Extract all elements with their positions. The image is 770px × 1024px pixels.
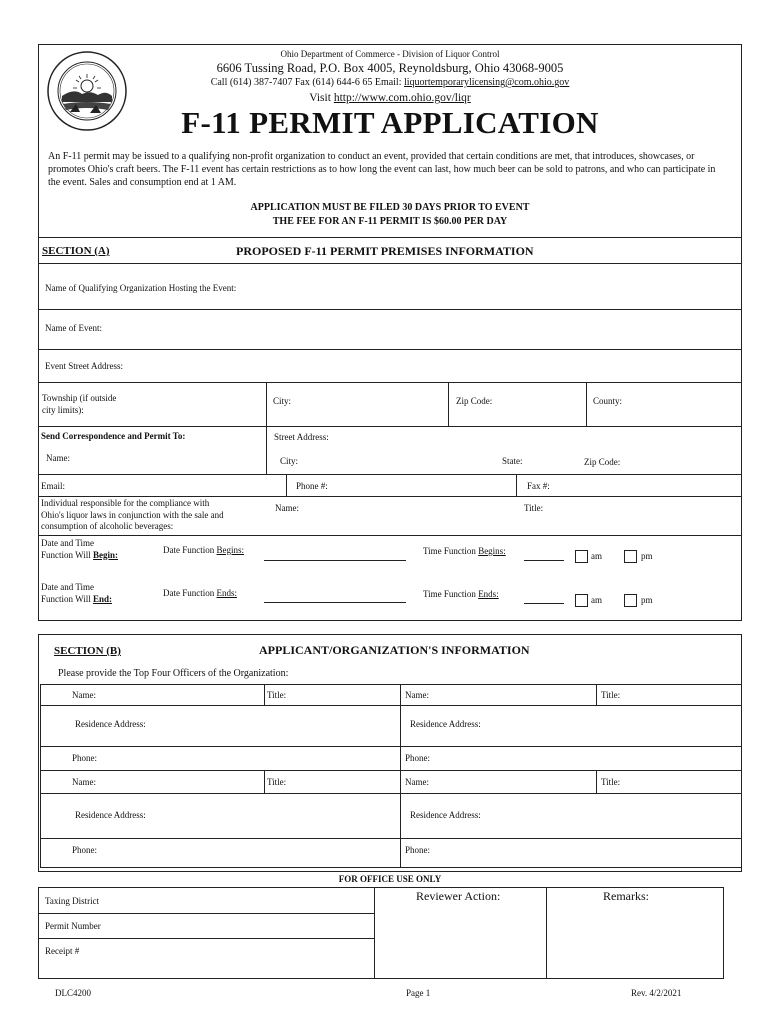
contact-text: Call (614) 387-7407 Fax (614) 644-6 65 Email: (210, 77, 404, 88)
send-correspondence-label: Send Correspondence and Permit To: (41, 431, 186, 441)
end-am-checkbox[interactable] (575, 594, 588, 607)
date-ends-label (163, 588, 237, 598)
department-line: Ohio Department of Commerce - Division of Liquor Control (280, 49, 500, 59)
officer-2-phone[interactable]: Phone: (405, 753, 431, 763)
officer-4-title[interactable]: Title: (601, 777, 621, 787)
taxing-district-field[interactable]: Taxing District (45, 896, 100, 906)
intro-paragraph: An F-11 permit may be issued to a qualifying non-profit organization to conduct an event, provided that certain conditions are met, that introduces, showcases, or promotes Ohio's craft beers. The F-11 event has certain restrictions as to how long the event can last, how much beer can be sold to patrons, and who can participate in the event. Sales and consumption end at 1 AM. (48, 151, 716, 188)
township-line-2: city limits): (42, 405, 84, 415)
section-a-label: SECTION (A) (42, 245, 110, 257)
begin-am-checkbox[interactable] (575, 550, 588, 563)
event-address-field[interactable]: Event Street Address: (45, 361, 123, 371)
begin-emphasis: Begin: (92, 549, 118, 560)
begin-pm-label: pm (641, 551, 653, 561)
responsible-name-field[interactable]: Name: (275, 503, 299, 513)
org-name-field[interactable]: Name of Qualifying Organization Hosting the Event: (45, 283, 237, 293)
officer-1-phone[interactable]: Phone: (72, 753, 98, 763)
ohio-seal-icon (46, 50, 128, 132)
street-address-field[interactable]: Street Address: (274, 432, 329, 442)
time-ends-label (423, 589, 499, 599)
begin-line-1: Date and Time (41, 538, 94, 548)
responsible-line-1: Individual responsible for the compliance with (41, 498, 210, 508)
website-link[interactable]: http://www.com.ohio.gov/liqr (333, 92, 471, 104)
receipt-field[interactable]: Receipt # (45, 946, 80, 956)
correspondence-city-field[interactable]: City: (280, 456, 299, 466)
township-label[interactable] (42, 392, 116, 416)
begin-label (41, 538, 118, 561)
correspondence-state-field[interactable]: State: (502, 456, 523, 466)
date-ends-emphasis: Ends: (216, 588, 238, 598)
filing-notice: APPLICATION MUST BE FILED 30 DAYS PRIOR TO EVENT (250, 202, 530, 213)
section-a-title: PROPOSED F-11 PERMIT PREMISES INFORMATION (236, 244, 534, 258)
responsible-individual-label (41, 498, 224, 533)
end-am-label: am (591, 595, 602, 605)
date-ends-input[interactable] (264, 602, 406, 603)
time-begins-emphasis: Begins: (478, 546, 506, 556)
officer-4-name[interactable]: Name: (405, 777, 429, 787)
officer-2-residence[interactable]: Residence Address: (410, 719, 481, 729)
page-number: Page 1 (406, 988, 431, 998)
section-b-title: APPLICANT/ORGANIZATION'S INFORMATION (259, 643, 530, 657)
revision-date: Rev. 4/2/2021 (631, 988, 682, 998)
date-begins-emphasis: Begins: (216, 545, 245, 555)
section-a-box (38, 237, 742, 621)
visit-text: Visit (309, 92, 334, 104)
office-use-heading: FOR OFFICE USE ONLY (338, 874, 442, 884)
contact-line (130, 77, 650, 88)
end-label (41, 581, 112, 605)
county-field[interactable]: County: (593, 396, 623, 406)
begin-line-2: Function Will (41, 549, 93, 560)
officer-3-name[interactable]: Name: (72, 777, 96, 787)
begin-am-label: am (591, 551, 602, 561)
officer-4-phone[interactable]: Phone: (405, 845, 431, 855)
fee-notice: THE FEE FOR AN F-11 PERMIT IS $60.00 PER DAY (272, 216, 508, 227)
responsible-line-3: consumption of alcoholic beverages: (41, 521, 174, 531)
responsible-title-field[interactable]: Title: (524, 503, 544, 513)
divider (38, 263, 742, 264)
time-begins-label (423, 546, 506, 556)
phone-field[interactable]: Phone #: (296, 481, 328, 491)
end-line-2: Function Will (41, 594, 93, 604)
section-b-instructions: Please provide the Top Four Officers of the Organization: (58, 668, 289, 679)
time-ends-input[interactable] (524, 603, 564, 604)
officer-1-name[interactable]: Name: (72, 690, 96, 700)
correspondence-name-field[interactable]: Name: (46, 453, 70, 463)
email-link[interactable]: liquortemporarylicensing@com.ohio.gov (404, 77, 570, 88)
event-name-field[interactable]: Name of Event: (45, 323, 102, 333)
time-begins-input[interactable] (524, 560, 564, 561)
email-field[interactable]: Email: (41, 481, 65, 491)
officer-3-title[interactable]: Title: (267, 777, 287, 787)
officer-4-residence[interactable]: Residence Address: (410, 810, 481, 820)
begin-pm-checkbox[interactable] (624, 550, 637, 563)
correspondence-zip-field[interactable]: Zip Code: (584, 457, 621, 467)
permit-number-field[interactable]: Permit Number (45, 921, 101, 931)
responsible-line-2: Ohio's liquor laws in conjunction with the sale and (41, 509, 224, 520)
officer-1-residence[interactable]: Residence Address: (75, 719, 146, 729)
end-pm-label: pm (641, 595, 653, 605)
page-title: F-11 PERMIT APPLICATION (181, 105, 599, 140)
end-line-1: Date and Time (41, 582, 94, 592)
zip-field[interactable]: Zip Code: (456, 396, 493, 406)
reviewer-action-label[interactable]: Reviewer Action: (416, 889, 501, 903)
date-begins-input[interactable] (264, 560, 406, 561)
visit-line (130, 92, 650, 104)
officer-2-name[interactable]: Name: (405, 690, 429, 700)
remarks-label[interactable]: Remarks: (603, 889, 649, 903)
date-ends-text: Date Function (163, 588, 217, 598)
city-field[interactable]: City: (273, 396, 292, 406)
section-b-label: SECTION (B) (54, 645, 121, 657)
officer-2-title[interactable]: Title: (601, 690, 621, 700)
end-emphasis: End: (92, 594, 112, 604)
date-begins-text: Date Function (163, 545, 217, 555)
address-line: 6606 Tussing Road, P.O. Box 4005, Reynoldsburg, Ohio 43068-9005 (216, 61, 564, 75)
time-ends-emphasis: Ends: (478, 589, 499, 599)
time-ends-text: Time Function (423, 589, 479, 599)
date-begins-label (163, 545, 244, 555)
officer-3-phone[interactable]: Phone: (72, 845, 98, 855)
township-line-1: Township (if outside (42, 393, 117, 403)
fax-field[interactable]: Fax #: (527, 481, 550, 491)
time-begins-text: Time Function (423, 546, 479, 556)
end-pm-checkbox[interactable] (624, 594, 637, 607)
officer-1-title[interactable]: Title: (267, 690, 287, 700)
officer-3-residence[interactable]: Residence Address: (75, 810, 146, 820)
form-number: DLC4200 (55, 988, 91, 998)
